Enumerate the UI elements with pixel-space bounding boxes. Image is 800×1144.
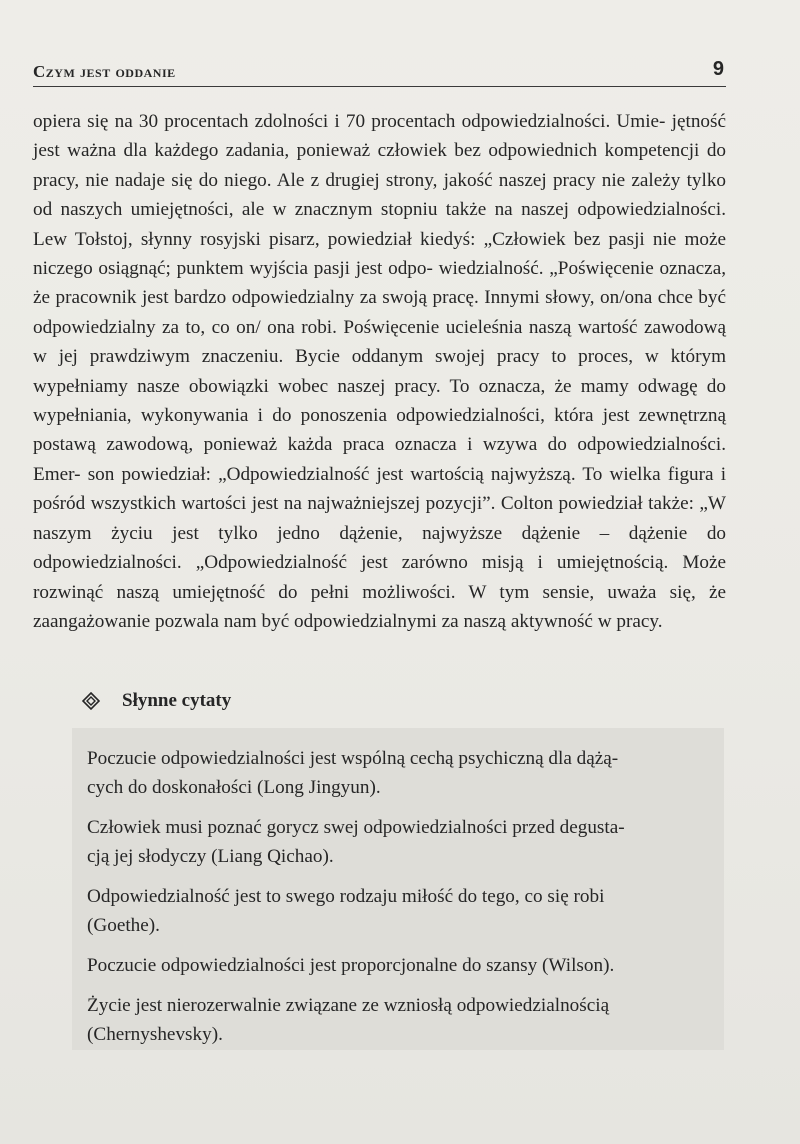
text-line: opiera się na 30 procentach zdolności i 70 procentach odpowiedzialności. Umie- bbox=[33, 111, 666, 132]
text-line: ona robi. Poświęcenie ucieleśnia naszą wartość zawodową w jej prawdziwym bbox=[33, 316, 727, 368]
text-line: w pracy. bbox=[597, 610, 663, 632]
text-line: wykonywania i do ponoszenia odpowiedzialności, która jest zewnętrzną postawą bbox=[33, 405, 726, 456]
text-line: jętność jest ważna dla każdego zadania, ponieważ człowiek bez odpowiednich bbox=[33, 111, 726, 162]
quote-line: Życie jest nierozerwalnie związane ze wzniosłą odpowiedzialnością bbox=[87, 995, 610, 1016]
quote-line: Poczucie odpowiedzialności jest proporcjonalne do szansy (Wilson). bbox=[87, 955, 615, 976]
running-title: Czym jest oddanie bbox=[33, 62, 176, 81]
quote-line: Człowiek musi poznać gorycz swej odpowiedzialności przed degusta- bbox=[87, 817, 625, 838]
quote-item bbox=[87, 991, 683, 1049]
quote-item bbox=[87, 813, 683, 871]
text-line: naszej odpowiedzialności. Lew Tołstoj, słynny rosyjski pisarz, powiedział kiedyś: bbox=[33, 199, 727, 250]
quotes-list bbox=[87, 744, 683, 1060]
body-paragraph bbox=[33, 107, 726, 636]
section-heading bbox=[82, 690, 231, 712]
quote-line: cych do doskonałości (Long Jingyun). bbox=[87, 777, 381, 798]
text-line: i pośród wszystkich wartości jest na najważniejszej pozycji”. Colton powiedział bbox=[33, 463, 727, 515]
text-line: son powiedział: „Odpowiedzialność jest wartością najwyższą. To wielka figura bbox=[87, 463, 714, 485]
section-title: Słynne cytaty bbox=[122, 690, 232, 711]
quote-item bbox=[87, 951, 683, 980]
text-line: się, że zaangażowanie pozwala nam być odpowiedzialnymi za naszą aktywność bbox=[33, 581, 727, 632]
text-line: „Człowiek bez pasji nie może niczego osiągnąć; punktem wyjścia pasji jest odpo- bbox=[33, 228, 726, 280]
text-line: znaczeniu. Bycie oddanym swojej pracy to proces, w którym wypełniamy nasze bbox=[33, 346, 726, 397]
text-line: Może rozwinąć naszą umiejętność do pełni możliwości. W tym sensie, uważa bbox=[33, 552, 727, 603]
text-line: wiedzialność. „Poświęcenie oznacza, że pracownik jest bardzo odpowiedzialny bbox=[33, 258, 727, 309]
page-header bbox=[33, 60, 726, 87]
quote-line: cją jej słodyczy (Liang Qichao). bbox=[87, 846, 334, 867]
text-line: obowiązki wobec naszej pracy. To oznacza, że mamy odwagę do wypełniania, bbox=[33, 375, 726, 427]
quote-item bbox=[87, 744, 683, 802]
text-line: kompetencji do pracy, nie nadaje się do niego. Ale z drugiej strony, jakość naszej bbox=[33, 140, 727, 191]
page-number: 9 bbox=[712, 58, 724, 80]
quote-item bbox=[87, 882, 683, 940]
text-line: zawodową, ponieważ każda praca oznacza i wzywa do odpowiedzialności. Emer- bbox=[33, 434, 726, 485]
quote-line: Poczucie odpowiedzialności jest wspólną cechą psychiczną dla dążą- bbox=[87, 748, 619, 769]
quote-line: (Chernyshevsky). bbox=[87, 1024, 223, 1045]
text-line: także: „W naszym życiu jest tylko jedno dążenie, najwyższe dążenie – dążenie bbox=[33, 493, 727, 544]
quote-line: (Goethe). bbox=[87, 915, 160, 936]
diamond-icon bbox=[82, 692, 100, 710]
text-line: do odpowiedzialności. „Odpowiedzialność jest zarówno misją i umiejętnością. bbox=[33, 522, 727, 574]
quote-line: Odpowiedzialność jest to swego rodzaju miłość do tego, co się robi bbox=[87, 886, 605, 907]
text-line: za swoją pracę. Innymi słowy, on/ona chce być odpowiedzialny za to, co on/ bbox=[33, 287, 727, 338]
text-line: pracy nie zależy tylko od naszych umiejętności, ale w znacznym stopniu także na bbox=[33, 169, 727, 221]
